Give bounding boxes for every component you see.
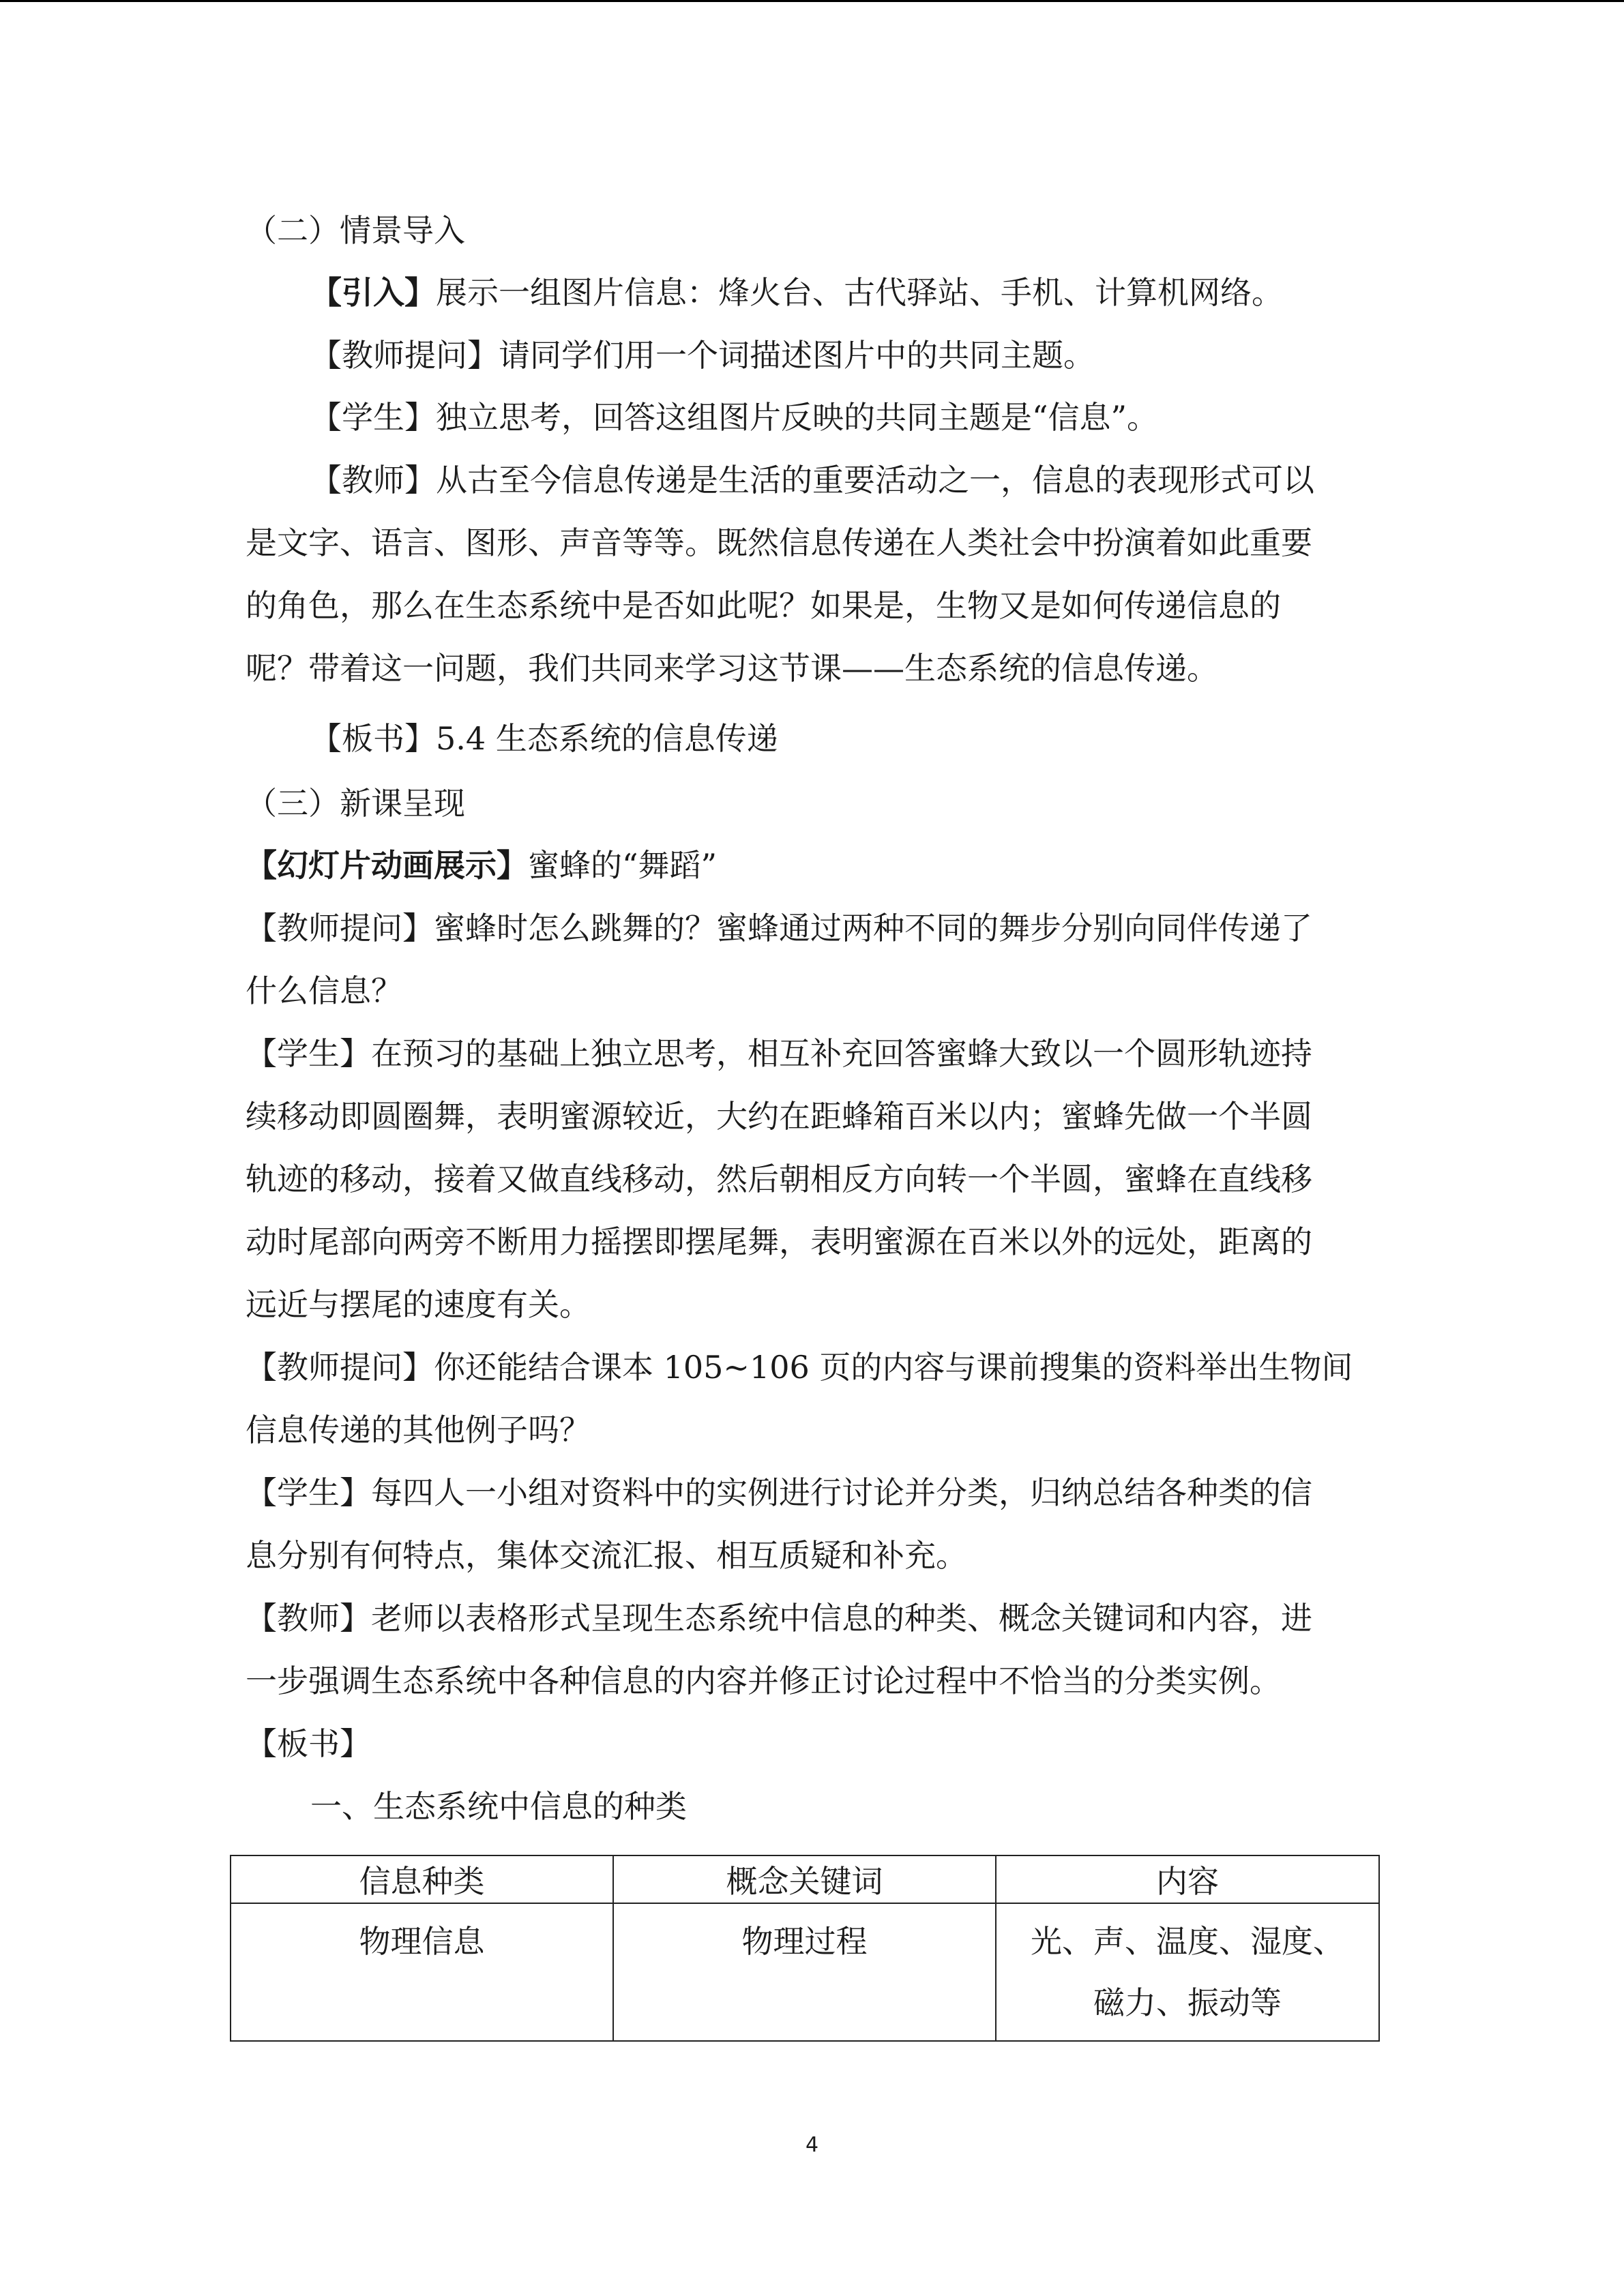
section2-heading: （二）情景导入 <box>246 212 465 249</box>
student-answer-1-tag: 【学生】 <box>310 399 436 436</box>
student-answer-1-text: 独立思考，回答这组图片反映的共同主题是“信息”。 <box>436 399 1159 436</box>
teacher-question-3-tag: 【教师提问】 <box>246 1349 434 1386</box>
intro-paragraph <box>310 272 1443 313</box>
student-answer-3-tag: 【学生】 <box>246 1474 371 1511</box>
teacher-paragraph-1-tag: 【教师】 <box>310 462 436 498</box>
slide-animation-text: 蜜蜂的“舞蹈” <box>528 847 718 884</box>
board-note-1-tag: 【板书】 <box>310 720 436 757</box>
board-note-1 <box>310 718 1443 759</box>
header-content: 内容 <box>996 1855 1379 1903</box>
student-answer-3-line1 <box>246 1472 1378 1513</box>
cell-content <box>996 1903 1379 2041</box>
student-answer-2-line3: 轨迹的移动，接着又做直线移动，然后朝相反方向转一个半圆，蜜蜂在直线移 <box>246 1161 1312 1197</box>
board-note-2: 【板书】 <box>246 1725 371 1762</box>
info-types-subheading: 一、生态系统中信息的种类 <box>310 1788 687 1825</box>
teacher-paragraph-1-text: 从古至今信息传递是生活的重要活动之一，信息的表现形式可以 <box>436 462 1314 498</box>
student-answer-3-text: 每四人一小组对资料中的实例进行讨论并分类，归纳总结各种类的信 <box>371 1474 1312 1511</box>
teacher-question-2-line2: 什么信息？ <box>246 972 402 1009</box>
teacher-question-1 <box>310 335 1443 376</box>
teacher-paragraph-2-line1 <box>246 1598 1378 1639</box>
student-answer-2-line1 <box>246 1033 1378 1074</box>
teacher-question-1-text: 请同学们用一个词描述图片中的共同主题。 <box>499 337 1095 374</box>
student-answer-1 <box>310 397 1443 438</box>
student-answer-2-line2: 续移动即圆圈舞，表明蜜源较近，大约在距蜂箱百米以内；蜜蜂先做一个半圆 <box>246 1098 1312 1135</box>
student-answer-2-line4: 动时尾部向两旁不断用力摇摆即摆尾舞，表明蜜源在百米以外的远处，距离的 <box>246 1223 1312 1260</box>
student-answer-2-tag: 【学生】 <box>246 1035 371 1072</box>
slide-animation <box>246 845 1378 886</box>
teacher-paragraph-2-tag: 【教师】 <box>246 1600 371 1637</box>
student-answer-3-line2: 息分别有何特点，集体交流汇报、相互质疑和补充。 <box>246 1537 967 1574</box>
teacher-question-2-line1 <box>246 908 1378 949</box>
cell-content-line1: 光、声、温度、湿度、 <box>1031 1923 1344 1960</box>
section3-heading: （三）新课呈现 <box>246 785 465 822</box>
intro-tag: 【引入】 <box>310 274 436 311</box>
header-info-type: 信息种类 <box>231 1855 613 1903</box>
teacher-paragraph-1-line2: 是文字、语言、图形、声音等等。既然信息传递在人类社会中扮演着如此重要 <box>246 524 1312 561</box>
top-border <box>0 0 1624 2</box>
info-types-table <box>230 1855 1380 2042</box>
student-answer-2-line5: 远近与摆尾的速度有关。 <box>246 1286 591 1323</box>
teacher-question-2-text: 蜜蜂时怎么跳舞的？蜜蜂通过两种不同的舞步分别向同伴传递了 <box>434 910 1312 946</box>
table-row <box>231 1903 1379 2041</box>
teacher-paragraph-2-line2: 一步强调生态系统中各种信息的内容并修正讨论过程中不恰当的分类实例。 <box>246 1663 1281 1699</box>
page-number: 4 <box>805 2133 819 2157</box>
teacher-paragraph-2-text: 老师以表格形式呈现生态系统中信息的种类、概念关键词和内容，进 <box>371 1600 1312 1637</box>
cell-content-line2: 磁力、振动等 <box>1093 1984 1282 2021</box>
teacher-question-3-text: 你还能结合课本 105~106 页的内容与课前搜集的资料举出生物间 <box>434 1349 1353 1386</box>
teacher-question-3-line2: 信息传递的其他例子吗？ <box>246 1412 591 1448</box>
slide-animation-tag: 【幻灯片动画展示】 <box>246 847 528 884</box>
intro-text: 展示一组图片信息：烽火台、古代驿站、手机、计算机网络。 <box>436 274 1283 311</box>
teacher-question-2-tag: 【教师提问】 <box>246 910 434 946</box>
teacher-paragraph-1-line4: 呢？带着这一问题，我们共同来学习这节课——生态系统的信息传递。 <box>246 650 1218 687</box>
table-header-row <box>231 1855 1379 1903</box>
cell-keyword: 物理过程 <box>613 1903 996 2041</box>
teacher-paragraph-1-line1 <box>310 460 1443 501</box>
board-note-1-text: 5.4 生态系统的信息传递 <box>436 720 778 757</box>
teacher-question-3-line1 <box>246 1347 1378 1388</box>
cell-info-type: 物理信息 <box>231 1903 613 2041</box>
header-keyword: 概念关键词 <box>613 1855 996 1903</box>
student-answer-2-text: 在预习的基础上独立思考，相互补充回答蜜蜂大致以一个圆形轨迹持 <box>371 1035 1312 1072</box>
teacher-paragraph-1-line3: 的角色，那么在生态系统中是否如此呢？如果是，生物又是如何传递信息的 <box>246 587 1281 624</box>
teacher-question-1-tag: 【教师提问】 <box>310 337 499 374</box>
